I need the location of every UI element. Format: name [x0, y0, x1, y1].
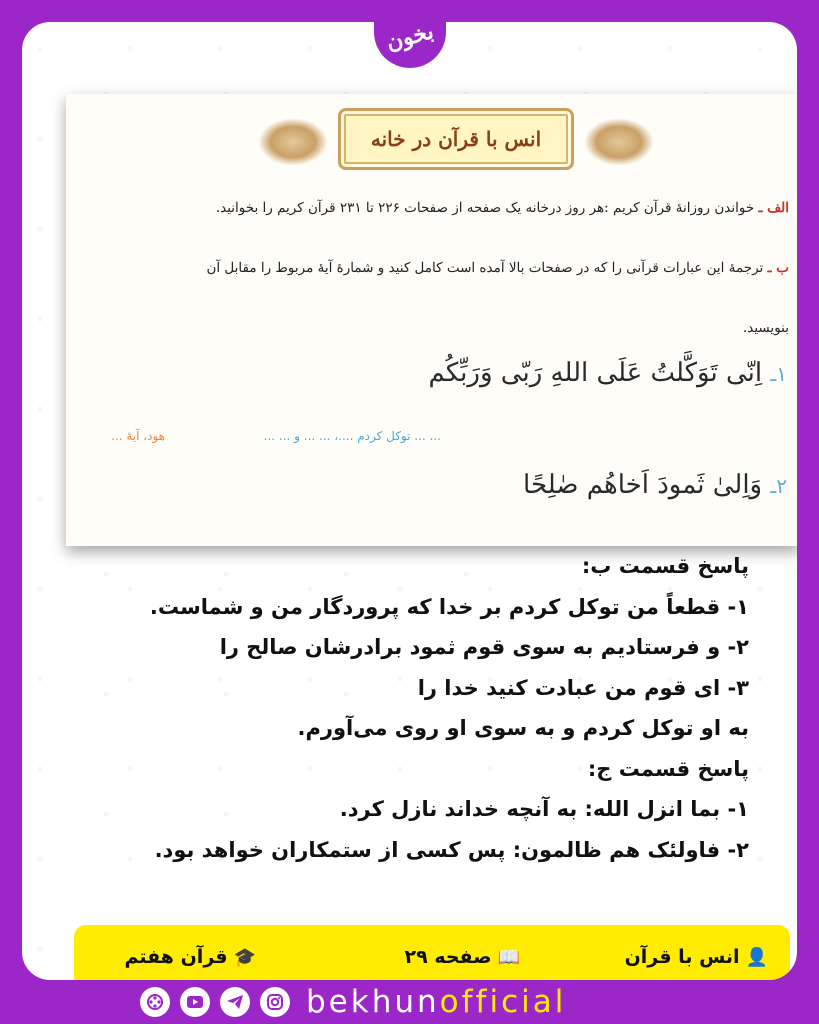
instruction-be-text: ترجمهٔ این عبارات قرآنی را که در صفحات بالا آمده است کامل کنید و شمارهٔ آیهٔ مربوط را مقابل آن	[206, 260, 764, 276]
instruction-be	[206, 260, 789, 276]
translation-blank: ... ... توکل کردم ....، ... ... و ... ...	[263, 429, 441, 443]
telegram-icon[interactable]	[220, 987, 250, 1017]
page-title: انس با قرآن در خانه	[370, 127, 542, 151]
textbook-page	[66, 94, 797, 546]
answer-line: پاسخ قسمت ج:	[587, 756, 749, 781]
ornament-right	[584, 118, 654, 166]
youtube-icon[interactable]	[180, 987, 210, 1017]
label-be: ب ـ	[767, 260, 789, 276]
title-frame	[338, 108, 574, 170]
user-icon: 👤	[745, 946, 768, 968]
verse-1-text: اِنّی تَوَکَّلتُ عَلَی اللهِ رَبّی وَرَبِّکُم	[428, 358, 763, 388]
verse-2	[523, 470, 787, 500]
verse-2-text: وَاِلیٰ ثَمودَ اَخاهُم صٰلِحًا	[523, 470, 763, 500]
verse-1-number: ۱ـ	[770, 362, 787, 386]
instruction-be-cont: بنویسید.	[742, 320, 789, 336]
instruction-alef-text: خواندن روزانهٔ قرآن کریم :هر روز درخانه یک صفحه از صفحات ۲۲۶ تا ۲۳۱ قرآن کریم را بخوانید.	[215, 200, 755, 216]
book-info	[124, 925, 256, 980]
lesson-label: انس با قرآن	[624, 946, 740, 968]
ornament-left	[258, 118, 328, 166]
answer-line: ۲- فاولئک هم ظالمون: پس کسی از ستمکاران خواهد بود.	[154, 837, 749, 862]
aparat-icon[interactable]	[140, 987, 170, 1017]
book-icon: 📖	[497, 946, 520, 968]
answer-line: ۱- بما انزل الله: به آنچه خداند نازل کرد.	[339, 797, 749, 821]
book-label: قرآن هفتم	[124, 946, 228, 968]
answer-line: ۱- قطعاً من توکل کردم بر خدا که پروردگار من و شماست.	[149, 594, 749, 619]
verse-reference: هود، آیهٔ ...	[111, 429, 165, 443]
social-bar	[140, 986, 566, 1018]
answers-block	[150, 546, 749, 870]
label-alef: الف ـ	[758, 200, 789, 216]
lesson-info	[625, 925, 768, 980]
page-label: صفحه ۲۹	[404, 946, 492, 968]
graduation-cap-icon: 🎓	[233, 946, 256, 968]
answer-line: به او توکل کردم و به سوی او روی می‌آورم.	[297, 716, 749, 740]
brand-part-2: official	[439, 984, 567, 1020]
info-bar	[74, 925, 790, 980]
verse-1	[429, 358, 787, 388]
page-info	[405, 925, 521, 980]
logo-text: بخون	[383, 18, 437, 56]
answer-line: پاسخ قسمت ب:	[581, 554, 749, 578]
brand-part-1: bekhun	[306, 984, 440, 1020]
instagram-icon[interactable]	[260, 987, 290, 1017]
instruction-alef	[216, 200, 789, 216]
answer-line: ۳- ای قوم من عبادت کنید خدا را	[417, 675, 749, 700]
brand-name[interactable]	[306, 984, 566, 1020]
answer-line: ۲- و فرستادیم به سوی قوم ثمود برادرشان صالح را	[219, 635, 749, 659]
verse-2-number: ۲ـ	[770, 474, 787, 498]
title-banner	[316, 104, 596, 174]
